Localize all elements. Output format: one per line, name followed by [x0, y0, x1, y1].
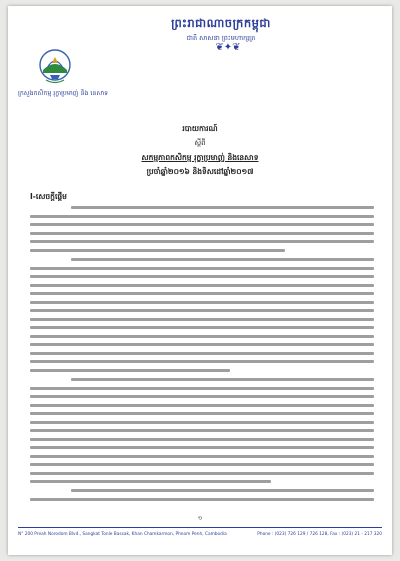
text-line	[30, 309, 374, 312]
paragraph-3	[30, 378, 374, 489]
section-heading: I-សេចក្តីផ្តើម	[30, 192, 67, 201]
text-line	[30, 292, 374, 295]
text-line	[30, 498, 374, 501]
text-line	[30, 215, 374, 218]
text-line	[30, 335, 374, 338]
text-line	[30, 240, 374, 243]
text-line	[71, 378, 374, 381]
ministry-name: ក្រសួងកសិកម្ម រុក្ខាប្រមាញ់ និង នេសាទ	[18, 90, 109, 97]
ornament-icon: ❦✦❦	[215, 42, 241, 53]
text-line	[30, 301, 374, 304]
text-line	[30, 352, 374, 355]
text-line	[30, 223, 374, 226]
document-page	[8, 6, 392, 555]
report-label: របាយការណ៍	[182, 124, 218, 133]
report-subject: សកម្មភាពកសិកម្ម រុក្ខាប្រមាញ់ និងនេសាទ	[141, 153, 259, 162]
text-line	[30, 387, 374, 390]
text-line	[30, 421, 374, 424]
text-line	[30, 267, 374, 270]
text-line	[30, 284, 374, 287]
text-line	[30, 369, 230, 372]
text-line	[30, 343, 374, 346]
text-line	[30, 275, 374, 278]
kingdom-heading: ព្រះរាជាណាចក្រកម្ពុជា	[171, 16, 271, 30]
text-line	[30, 360, 374, 363]
paragraph-4	[30, 489, 374, 506]
text-line	[30, 438, 374, 441]
report-title-block	[8, 124, 392, 178]
national-motto: ជាតិ សាសនា ព្រះមហាក្សត្រ	[186, 34, 256, 42]
report-about: ស្តីពី	[194, 139, 206, 147]
page-number: ១	[197, 515, 203, 522]
text-line	[30, 472, 374, 475]
text-line	[30, 395, 374, 398]
text-line	[71, 258, 374, 261]
footer-divider	[18, 527, 382, 528]
text-line	[30, 455, 374, 458]
text-line	[30, 326, 374, 329]
text-line	[30, 412, 374, 415]
paragraph-1	[30, 206, 374, 257]
footer-address: N° 200 Preah Norodom Blvd., Sangkat Tonle Bassak, Khan Chamkarmon, Phnom Penh, Cambodia	[18, 532, 227, 537]
text-line	[30, 463, 374, 466]
text-line	[30, 318, 374, 321]
text-line	[71, 206, 374, 209]
text-line	[30, 480, 271, 483]
footer-phone: Phone : (023) 726 129 / 726 128, Fax : (023) 21 - 217 320	[257, 532, 382, 537]
text-line	[30, 249, 285, 252]
text-line	[71, 489, 374, 492]
report-period: ប្រចាំឆ្នាំ២០១៦ និងទិសដៅឆ្នាំ២០១៧	[146, 167, 254, 176]
text-line	[30, 404, 374, 407]
ministry-logo-icon	[38, 48, 72, 86]
paragraph-2	[30, 258, 374, 377]
text-line	[30, 232, 374, 235]
text-line	[30, 446, 374, 449]
text-line	[30, 429, 374, 432]
